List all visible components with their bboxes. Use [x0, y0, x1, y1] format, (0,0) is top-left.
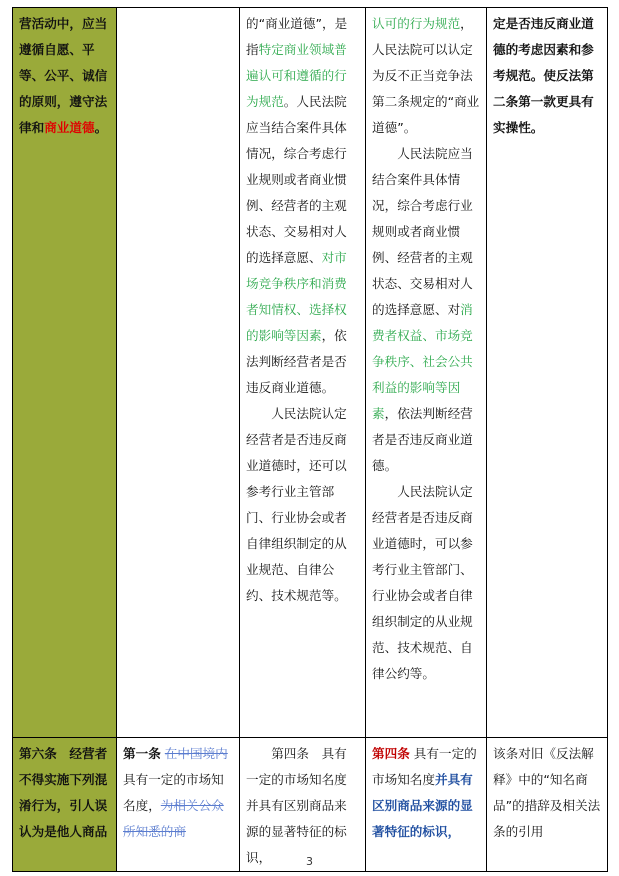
- law-text-end: 。: [94, 120, 108, 135]
- cell-draft-text-2: [240, 738, 366, 872]
- cell-final-text: [366, 8, 487, 738]
- cell-law-article: [13, 8, 117, 738]
- table-row: [13, 8, 608, 738]
- law-highlight: 商业道德: [44, 120, 95, 135]
- deleted-text-2: 为相关公众所知悉的商: [123, 798, 224, 839]
- cell-law-article-6: 第六条 经营者不得实施下列混淆行为，引人误认为是他人商品: [13, 738, 117, 872]
- cell-old-interpretation-2: 第一条 在中国境内具有一定的市场知名度，为相关公众所知悉的商: [117, 738, 240, 872]
- cell-commentary-2: 该条对旧《反法解释》中的“知名商品”的措辞及相关法条的引用: [487, 738, 608, 872]
- cell-final-text-2: 第四条 具有一定的市场知名度并具有区别商品来源的显著特征的标识，: [366, 738, 487, 872]
- draft-highlight-2: 对市场竞争秩序和消费者知情权、选择权的影响等因素: [246, 250, 347, 343]
- law-text: 营活动中，应当遵循自愿、平等、公平、诚信的原则，遵守法律和: [19, 16, 108, 135]
- draft-highlight-1: 特定商业领域普遍认可和遵循的行为规范: [246, 42, 347, 109]
- page-number: 3: [306, 855, 313, 868]
- old-article-title: 第一条: [123, 746, 161, 761]
- comparison-table: [12, 7, 608, 872]
- draft-article-4: 第四条 具有一定的市场知名度并具有区别商品来源的显著特征的标识，: [246, 746, 347, 865]
- deleted-text-1: 在中国境内: [164, 746, 228, 761]
- draft-paragraph-2: 人民法院认定经营者是否违反商业道德时，还可以参考行业主管部门、行业协会或者自律组织制定的从业规范、自律公约、技术规范等。: [246, 406, 347, 603]
- commentary-text-1: 定是否违反商业道德的考虑因素和参考规范。: [493, 16, 594, 83]
- final-highlight-1: 认可的行为规范: [372, 16, 461, 31]
- cell-commentary: [487, 8, 608, 738]
- draft-paragraph-1: 的“商业道德”，是指特定商业领域普遍认可和遵循的行为规范。人民法院应当结合案件具体情况，综合考虑行业规则或者商业惯例、经营者的主观状态、交易相对人的选择意愿、对市场竞争秩序和消费者知情权、选择权的影响等因素，依法判断经营者是否违反商业道德。: [246, 16, 348, 395]
- cell-draft-text: [240, 8, 366, 738]
- final-highlight-2: 消费者权益、市场竞争秩序、社会公共利益的影响等因素: [372, 302, 473, 421]
- final-highlight-3: 并具有区别商品来源的显著特征的标识，: [372, 772, 473, 839]
- final-article-title: 第四条: [372, 746, 410, 761]
- final-paragraph-1: 认可的行为规范，人民法院可以认定为反不正当竞争法第二条规定的“商业道德”。: [372, 16, 480, 135]
- table-row: [13, 738, 608, 872]
- commentary-text-2: 使反法第二条第一款更具有实操性。: [493, 68, 594, 135]
- final-paragraph-3: 人民法院认定经营者是否违反商业道德时，可以参考行业主管部门、行业协会或者自律组织制定的从业规范、技术规范、自律公约等。: [372, 484, 473, 681]
- cell-old-interpretation: [117, 8, 240, 738]
- final-paragraph-2: 人民法院应当结合案件具体情况，综合考虑行业规则或者商业惯例、经营者的主观状态、交易相对人的选择意愿、对消费者权益、市场竞争秩序、社会公共利益的影响等因素，依法判断经营者是否违反商业道德。: [372, 146, 473, 473]
